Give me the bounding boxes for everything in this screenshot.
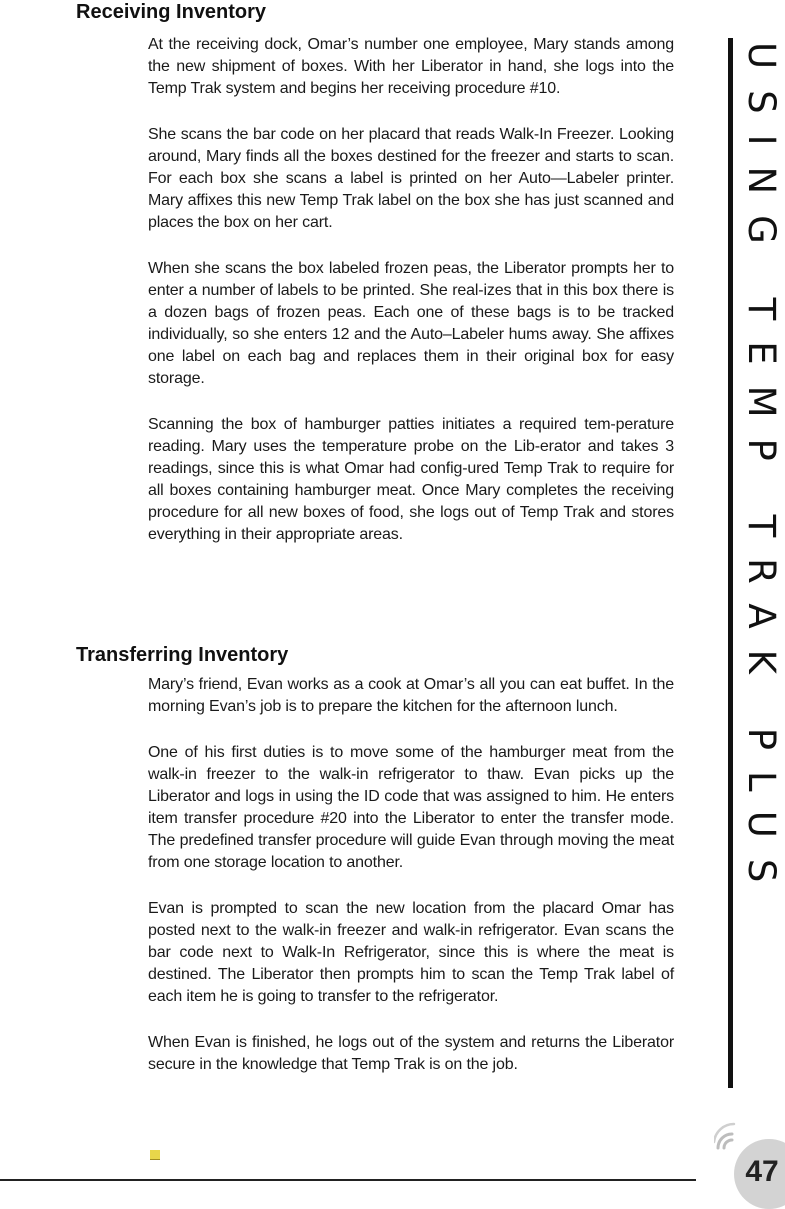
section-heading-receiving: Receiving Inventory [76, 1, 267, 23]
paragraph: Evan is prompted to scan the new location from the placard Omar has posted next to the walk-in freezer and walk-in refrigerator. Evan scans the bar code next to Walk-In Refrigerator, since this is where the meat is destined. The Liberator then prompts him to scan the Temp Trak label of each item he is going to transfer to the refrigerator. [148, 900, 674, 1005]
paragraph: At the receiving dock, Omar’s number one employee, Mary stands among the new shipment of boxes. With her Liberator in hand, she logs into the Temp Trak system and begins her receiving procedure #10. [148, 36, 674, 97]
section-body-transferring [148, 674, 674, 1076]
paragraph: One of his first duties is to move some of the hamburger meat from the walk-in freezer to the walk-in refrigerator to thaw. Evan picks up the Liberator and logs in using the ID code that was assigned to him. He enters item transfer procedure #20 into the Liberator to enter the transfer mode. The predefined transfer procedure will guide Evan through moving the meat from one storage location to another. [148, 744, 674, 871]
signal-waves-icon [714, 1122, 748, 1150]
paragraph: Scanning the box of hamburger patties initiates a required tem-perature reading. Mary uses the temperature probe on the Lib-erator and takes 3 readings, since this is what Omar had config-ured Temp Trak to require for all boxes containing hamburger meat. Once Mary completes the receiving procedure for all new boxes of food, she logs out of Temp Trak and stores everything in their appropriate areas. [148, 416, 674, 543]
paragraph: She scans the bar code on her placard that reads Walk-In Freezer. Looking around, Mary finds all the boxes destined for the freezer and starts to scan. For each box she scans a label is printed on her Auto—Labeler printer. Mary affixes this new Temp Trak label on the box she has just scanned and places the box on her cart. [148, 126, 674, 231]
section-body-receiving [148, 34, 674, 546]
section-heading-transferring: Transferring Inventory [76, 644, 289, 666]
paragraph: When Evan is finished, he logs out of the system and returns the Liberator secure in the knowledge that Temp Trak is on the job. [148, 1034, 674, 1073]
end-of-section-icon [150, 1150, 160, 1160]
footer-rule [0, 1179, 696, 1181]
page-number: 47 [745, 1155, 779, 1188]
sidebar-rule [728, 38, 733, 1088]
paragraph: When she scans the box labeled frozen peas, the Liberator prompts her to enter a number of labels to be printed. She real-izes that in this box there is a dozen bags of frozen peas. Each one of these bags is to be tracked individually, so she enters 12 and the Auto–Labeler hums away. She affixes one label on each bag and replaces them in their original box for easy storage. [148, 260, 674, 387]
sidebar-title: USING TEMP TRAK PLUS [740, 42, 783, 904]
paragraph: Mary’s friend, Evan works as a cook at Omar’s all you can eat buffet. In the morning Evan’s job is to prepare the kitchen for the afternoon lunch. [148, 676, 674, 715]
